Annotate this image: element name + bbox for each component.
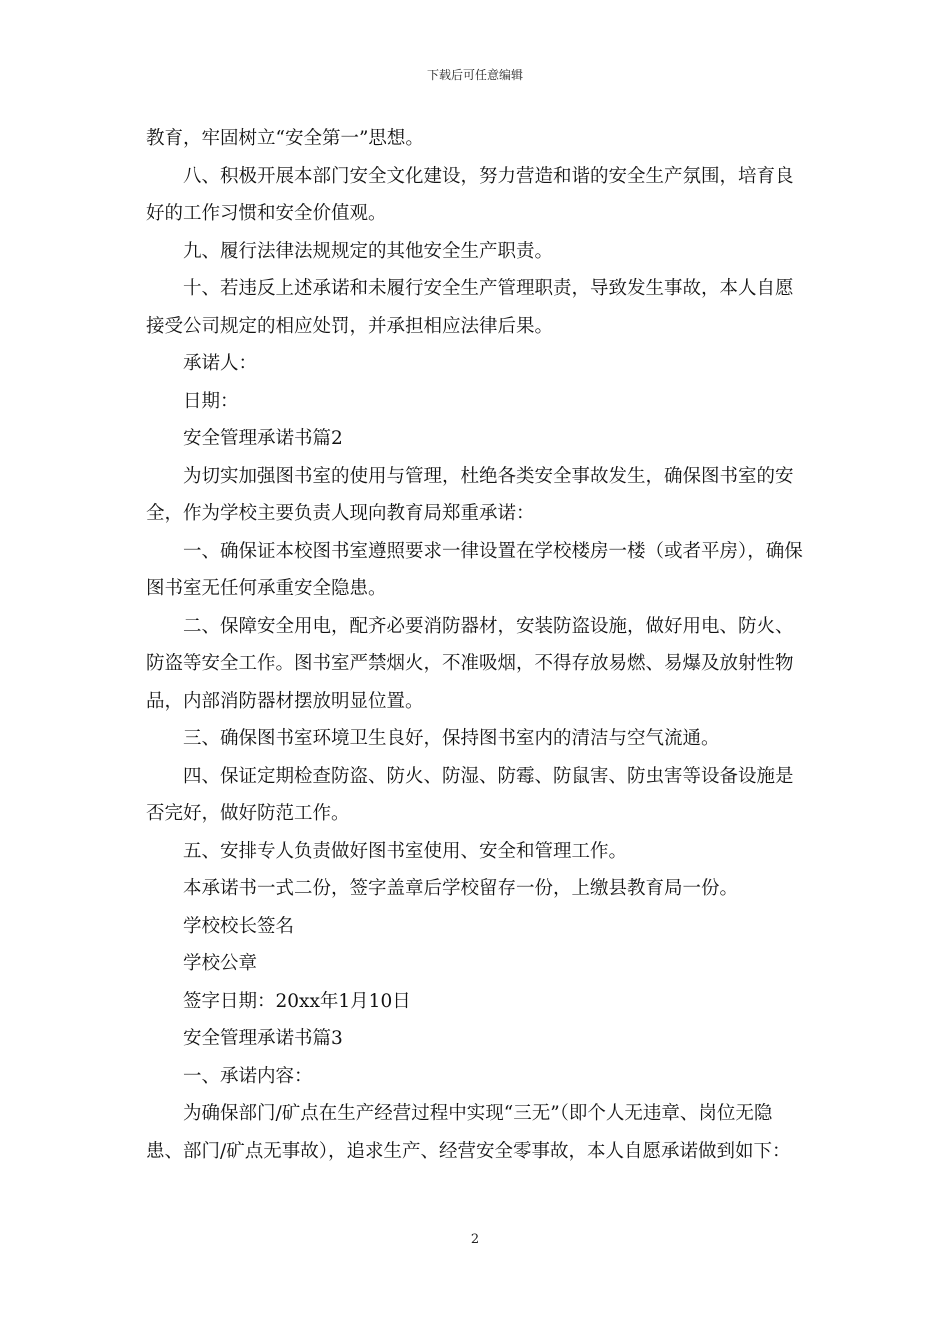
paragraph: 五、安排专人负责做好图书室使用、安全和管理工作。 xyxy=(183,840,628,862)
paragraph: 十、若违反上述承诺和未履行安全生产管理职责，导致发生事故，本人自愿接受公司规定的相应处罚，并承担相应法律后果。 xyxy=(146,278,794,337)
page-header: 下载后可任意编辑 xyxy=(426,68,523,82)
paragraph: 本承诺书一式二份，签字盖章后学校留存一份，上缴县教育局一份。 xyxy=(183,878,739,899)
school-seal-label: 学校公章 xyxy=(183,953,258,974)
paragraph: 二、保障安全用电，配齐必要消防器材，安装防盗设施，做好用电、防火、防盗等安全工作。图书室严禁烟火，不准吸烟，不得存放易燃、易爆及放射性物品，内部消防器材摆放明显位置。 xyxy=(146,615,794,712)
principal-signature-label: 学校校长签名 xyxy=(183,915,295,937)
paragraph: 一、承诺内容： xyxy=(183,1065,313,1087)
paragraph: 为确保部门/矿点在生产经营过程中实现“三无”（即个人无违章、岗位无隐患、部门/矿点无事故），追求生产、经营安全零事故，本人自愿承诺做到如下： xyxy=(146,1103,791,1162)
paragraph: 三、确保图书室环境卫生良好，保持图书室内的清洁与空气流通。 xyxy=(183,728,720,749)
page-number: 2 xyxy=(470,1232,480,1247)
paragraph: 四、保证定期检查防盗、防火、防湿、防霉、防鼠害、防虫害等设备设施是否完好，做好防范工作。 xyxy=(146,765,794,824)
paragraph: 教育，牢固树立“安全第一”思想。 xyxy=(146,128,424,149)
document-body xyxy=(146,120,808,1170)
signing-date: 签字日期：20xx年1月10日 xyxy=(183,990,411,1012)
paragraph: 为切实加强图书室的使用与管理，杜绝各类安全事故发生，确保图书室的安全，作为学校主要负责人现向教育局郑重承诺： xyxy=(146,465,794,524)
section-title: 安全管理承诺书篇2 xyxy=(183,428,343,449)
date-label: 日期： xyxy=(183,390,239,412)
signatory-label: 承诺人： xyxy=(183,353,258,374)
paragraph: 九、履行法律法规规定的其他安全生产职责。 xyxy=(183,240,554,262)
paragraph: 八、积极开展本部门安全文化建设，努力营造和谐的安全生产氛围，培育良好的工作习惯和安全价值观。 xyxy=(146,165,794,224)
section-title: 安全管理承诺书篇3 xyxy=(183,1028,343,1049)
paragraph: 一、确保证本校图书室遵照要求一律设置在学校楼房一楼（或者平房），确保图书室无任何承重安全隐患。 xyxy=(146,540,803,599)
